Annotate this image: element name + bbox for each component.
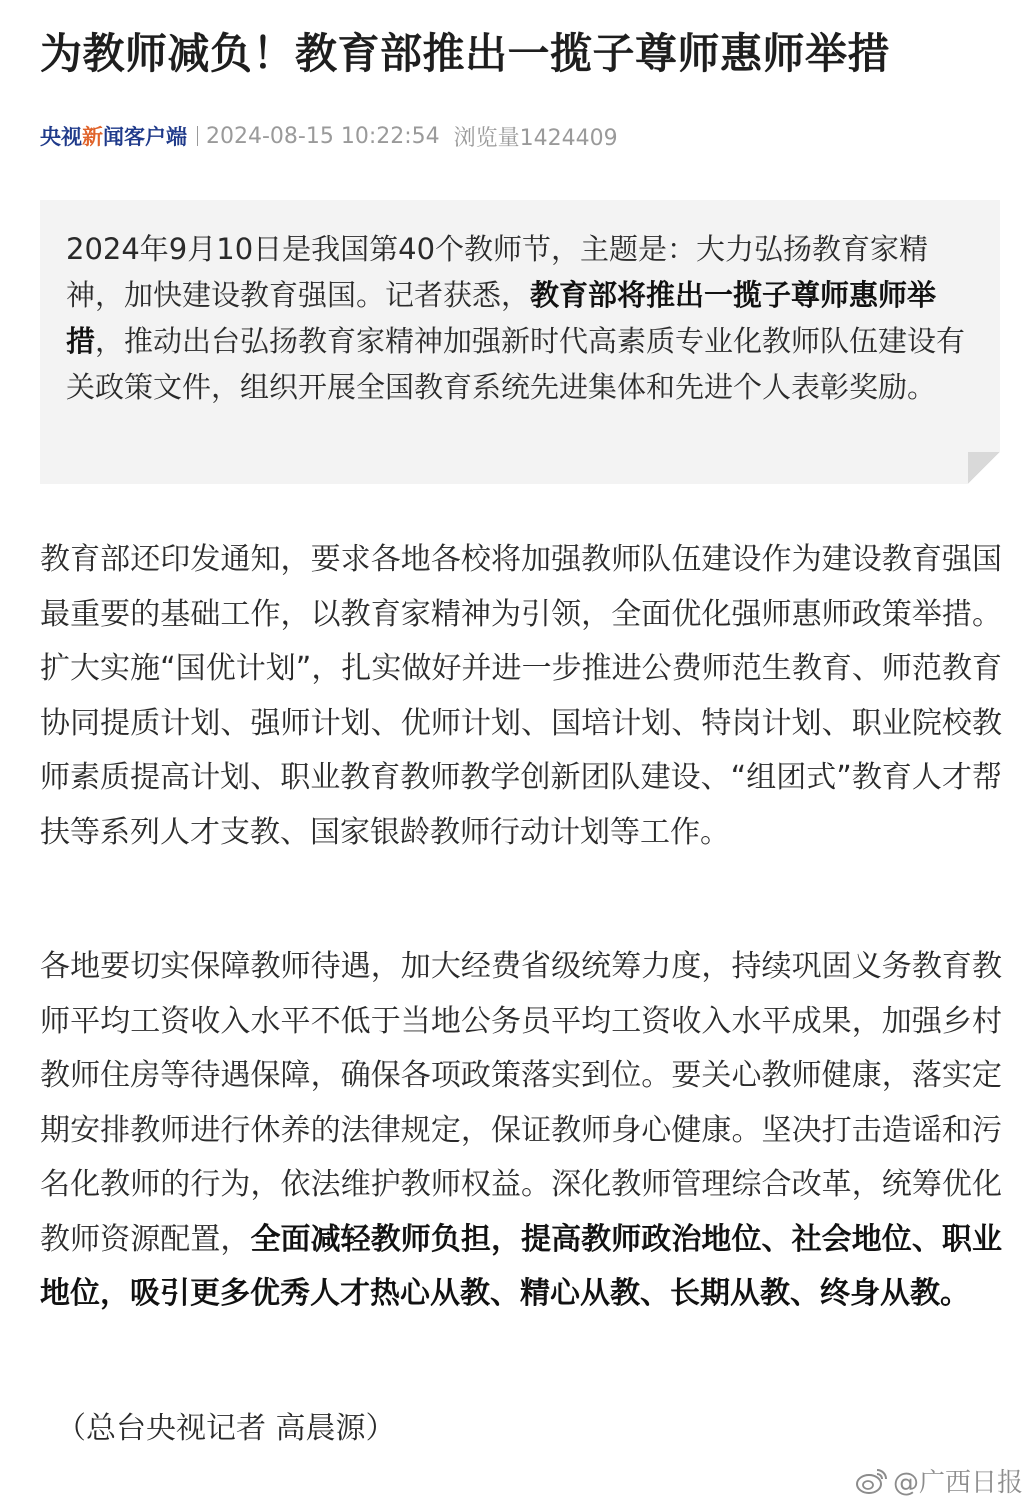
summary-text-2: ，推动出台弘扬教育家精神加强新时代高素质专业化教师队伍建设有关政策文件，组织开展全国教育系统先进集体和先进个人表彰奖励。 (66, 324, 966, 404)
body-paragraph-1: 教育部还印发通知，要求各地各校将加强教师队伍建设作为建设教育强国最重要的基础工作，以教育家精神为引领，全面优化强师惠师政策举措。扩大实施“国优计划”，扎实做好并进一步推进公费师范生教育、师范教育协同提质计划、强师计划、优师计划、国培计划、特岗计划、职业院校教师素质提高计划、职业教育教师教学创新团队建设、“组团式”教育人才帮扶等系列人才支教、国家银龄教师行动计划等工作。 (40, 542, 1002, 850)
article-title: 为教师减负！教育部推出一揽子尊师惠师举措 (40, 29, 891, 78)
body-paragraph-2 (40, 940, 1002, 1322)
watermark (855, 1462, 1023, 1499)
para2-bold: 全面减轻教师负担，提高教师政治地位、社会地位、职业地位，吸引更多优秀人才热心从教、精心从教、长期从教、终身从教。 (40, 1221, 1003, 1311)
summary-text-1: 2024年9月10日是我国第40个教师节，主题是：大力弘扬教育家精神，加快建设教育强国。记者获悉， (66, 232, 929, 312)
meta-divider (197, 126, 198, 146)
folded-corner (968, 452, 1000, 484)
article-meta (40, 120, 618, 152)
reporter-credit: （总台央视记者 高晨源） (56, 1411, 396, 1446)
watermark-text: @广西日报 (892, 1468, 1023, 1498)
source-part1: 央视 (40, 125, 82, 149)
source-part2: 闻客户端 (103, 125, 187, 149)
source-highlight: 新 (82, 125, 103, 149)
publish-datetime: 2024-08-15 10:22:54 (206, 123, 440, 149)
view-count: 浏览量1424409 (453, 125, 618, 151)
para2-text: 各地要切实保障教师待遇，加大经费省级统筹力度，持续巩固义务教育教师平均工资收入水平不低于当地公务员平均工资收入水平成果，加强乡村教师住房等待遇保障，确保各项政策落实到位。要关心教师健康，落实定期安排教师进行休养的法律规定，保证教师身心健康。坚决打击造谣和污名化教师的行为，依法维护教师权益。深化教师管理综合改革，统筹优化教师资源配置， (40, 949, 1002, 1257)
weibo-icon (855, 1467, 889, 1495)
summary-bold: 教育部将推出一揽子尊师惠师举措 (66, 278, 937, 358)
summary-box (40, 200, 1000, 484)
source-logo[interactable] (40, 121, 187, 151)
